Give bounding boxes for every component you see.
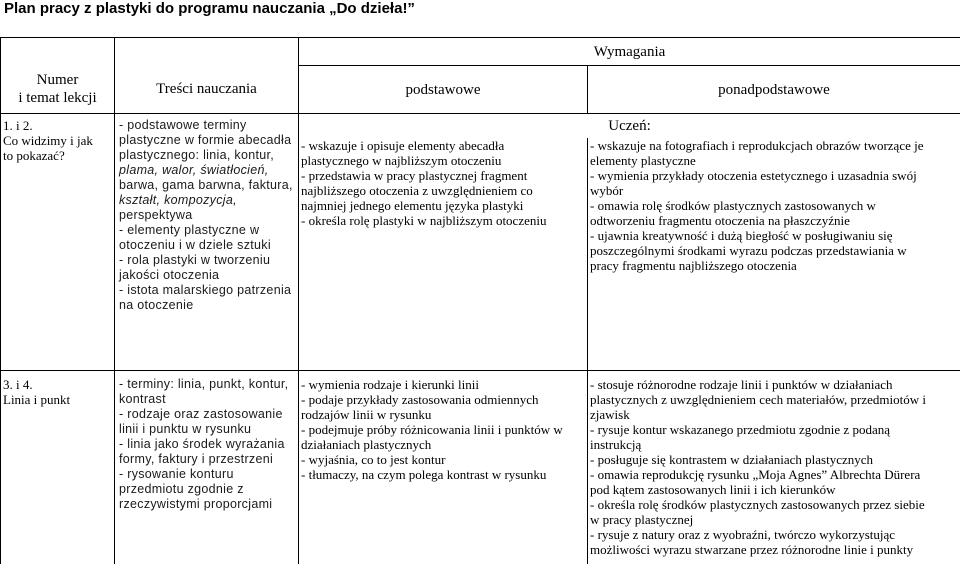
row2-ponadpodstawowe bbox=[588, 371, 960, 564]
row1-ponad-line: pracy fragmentu najbliższego otoczenia bbox=[590, 258, 958, 273]
row1-tresci-line: kształt, kompozycja, bbox=[119, 193, 296, 208]
row2-ponad-line: w pracy plastycznej bbox=[590, 512, 958, 527]
row1-podstawowe-line: - przedstawia w pracy plastycznej fragment bbox=[301, 168, 585, 183]
row2-ponad-line: zjawisk bbox=[590, 407, 958, 422]
row1-tresci bbox=[115, 114, 299, 371]
row2-tresci-line: - linia jako środek wyrażania bbox=[119, 437, 296, 452]
row2-podstawowe-line: - podaje przykłady zastosowania odmiennych bbox=[301, 392, 585, 407]
page-title: Plan pracy z plastyki do programu nauczania „Do dzieła!” bbox=[4, 0, 415, 18]
row2-ponad-line: - omawia reprodukcję rysunku „Moja Agnes” Albrechta Dürera bbox=[590, 467, 958, 482]
row1-ponad-line: - ujawnia kreatywność i dużą biegłość w posługiwaniu się bbox=[590, 228, 958, 243]
row1-ponad-line: wybór bbox=[590, 183, 958, 198]
row2-number bbox=[1, 371, 115, 564]
header-tresci: Treści nauczania bbox=[115, 66, 299, 114]
row2-ponad-line: - określa rolę środków plastycznych zastosowanych przez siebie bbox=[590, 497, 958, 512]
row1-ponad-line: - wskazuje na fotografiach i reprodukcjach obrazów tworzące je bbox=[590, 138, 958, 153]
uczen-label: Uczeń: bbox=[299, 114, 960, 138]
row1-number bbox=[1, 114, 115, 371]
header-number-cell bbox=[1, 38, 115, 66]
row1-tresci-line: - istota malarskiego patrzenia bbox=[119, 283, 296, 298]
row1-number-line: to pokazać? bbox=[3, 148, 112, 163]
row2-tresci-line: rzeczywistymi proporcjami bbox=[119, 497, 296, 512]
row2-ponad-line: pod kątem zastosowanych linii i ich kierunków bbox=[590, 482, 958, 497]
row2-tresci-line: - terminy: linia, punkt, kontur, bbox=[119, 377, 296, 392]
header-numer bbox=[1, 66, 115, 114]
row2-tresci-line: linii i punktu w rysunku bbox=[119, 422, 296, 437]
row1-tresci-line: otoczeniu i w dziele sztuki bbox=[119, 238, 296, 253]
row1-ponad-line: - omawia rolę środków plastycznych zastosowanych w bbox=[590, 198, 958, 213]
row2-podstawowe-line: rodzajów linii w rysunku bbox=[301, 407, 585, 422]
row2-tresci bbox=[115, 371, 299, 564]
row2-tresci-line: kontrast bbox=[119, 392, 296, 407]
row1-podstawowe-line: - wskazuje i opisuje elementy abecadła bbox=[301, 138, 585, 153]
row1-podstawowe bbox=[299, 138, 588, 371]
row1-podstawowe-line: - określa rolę plastyki w najbliższym otoczeniu bbox=[301, 213, 585, 228]
row2-podstawowe-line: - wymienia rodzaje i kierunki linii bbox=[301, 377, 585, 392]
header-wymagania: Wymagania bbox=[299, 38, 960, 66]
row1-tresci-line: - elementy plastyczne w bbox=[119, 223, 296, 238]
header-numer-line1: Numer bbox=[3, 71, 112, 89]
row1-tresci-line: plama, walor, światłocień, bbox=[119, 163, 296, 178]
row2-tresci-line: formy, faktury i przestrzeni bbox=[119, 452, 296, 467]
curriculum-table bbox=[0, 37, 960, 564]
row2-ponad-line: - rysuje kontur wskazanego przedmiotu zgodnie z podaną bbox=[590, 422, 958, 437]
header-tresci-cell bbox=[115, 38, 299, 66]
row2-podstawowe-line: działaniach plastycznych bbox=[301, 437, 585, 452]
row2-podstawowe-line: - wyjaśnia, co to jest kontur bbox=[301, 452, 585, 467]
row1-ponad-line: elementy plastyczne bbox=[590, 153, 958, 168]
row2-ponad-line: - rysuje z natury oraz z wyobraźni, twórczo wykorzystując bbox=[590, 527, 958, 542]
row1-ponad-line: odtworzeniu fragmentu otoczenia na płaszczyźnie bbox=[590, 213, 958, 228]
row1-tresci-line: - podstawowe terminy bbox=[119, 118, 296, 133]
row1-tresci-line: na otoczenie bbox=[119, 298, 296, 313]
row2-ponad-line: możliwości wyrazu stwarzane przez różnorodne linie i punkty bbox=[590, 542, 958, 557]
row1-ponad-line: - wymienia przykłady otoczenia estetycznego i uzasadnia swój bbox=[590, 168, 958, 183]
row1-tresci-line: - rola plastyki w tworzeniu bbox=[119, 253, 296, 268]
header-podstawowe: podstawowe bbox=[299, 66, 588, 114]
row1-number-line: Co widzimy i jak bbox=[3, 133, 112, 148]
row2-tresci-line: przedmiotu zgodnie z bbox=[119, 482, 296, 497]
row2-ponad-line: plastycznych z uwzględnieniem cech materiałów, przedmiotów i bbox=[590, 392, 958, 407]
row1-tresci-line: jakości otoczenia bbox=[119, 268, 296, 283]
row2-number-line: 3. i 4. bbox=[3, 377, 112, 392]
header-numer-line2: i temat lekcji bbox=[3, 89, 112, 107]
row1-tresci-line: plastycznego: linia, kontur, bbox=[119, 148, 296, 163]
row2-number-line: Linia i punkt bbox=[3, 392, 112, 407]
row1-podstawowe-line: plastycznego w najbliższym otoczeniu bbox=[301, 153, 585, 168]
row1-number-line: 1. i 2. bbox=[3, 118, 112, 133]
row1-tresci-line: plastyczne w formie abecadła bbox=[119, 133, 296, 148]
row1-podstawowe-line: najbliższego otoczenia z uwzględnieniem co bbox=[301, 183, 585, 198]
row2-ponad-line: - posługuje się kontrastem w działaniach plastycznych bbox=[590, 452, 958, 467]
row2-ponad-line: instrukcją bbox=[590, 437, 958, 452]
row2-podstawowe bbox=[299, 371, 588, 564]
row2-podstawowe-line: - tłumaczy, na czym polega kontrast w rysunku bbox=[301, 467, 585, 482]
row1-tresci-line: perspektywa bbox=[119, 208, 296, 223]
row2-podstawowe-line: - podejmuje próby różnicowania linii i punktów w bbox=[301, 422, 585, 437]
row2-tresci-line: - rysowanie konturu bbox=[119, 467, 296, 482]
row1-ponad-line: poszczególnymi środkami wyrazu podczas przedstawiania w bbox=[590, 243, 958, 258]
row2-tresci-line: - rodzaje oraz zastosowanie bbox=[119, 407, 296, 422]
row1-ponadpodstawowe bbox=[588, 138, 960, 371]
row1-podstawowe-line: najmniej jednego elementu języka plastyki bbox=[301, 198, 585, 213]
row2-ponad-line: - stosuje różnorodne rodzaje linii i punktów w działaniach bbox=[590, 377, 958, 392]
row1-tresci-line: barwa, gama barwna, faktura, bbox=[119, 178, 296, 193]
header-ponadpodstawowe: ponadpodstawowe bbox=[588, 66, 960, 114]
